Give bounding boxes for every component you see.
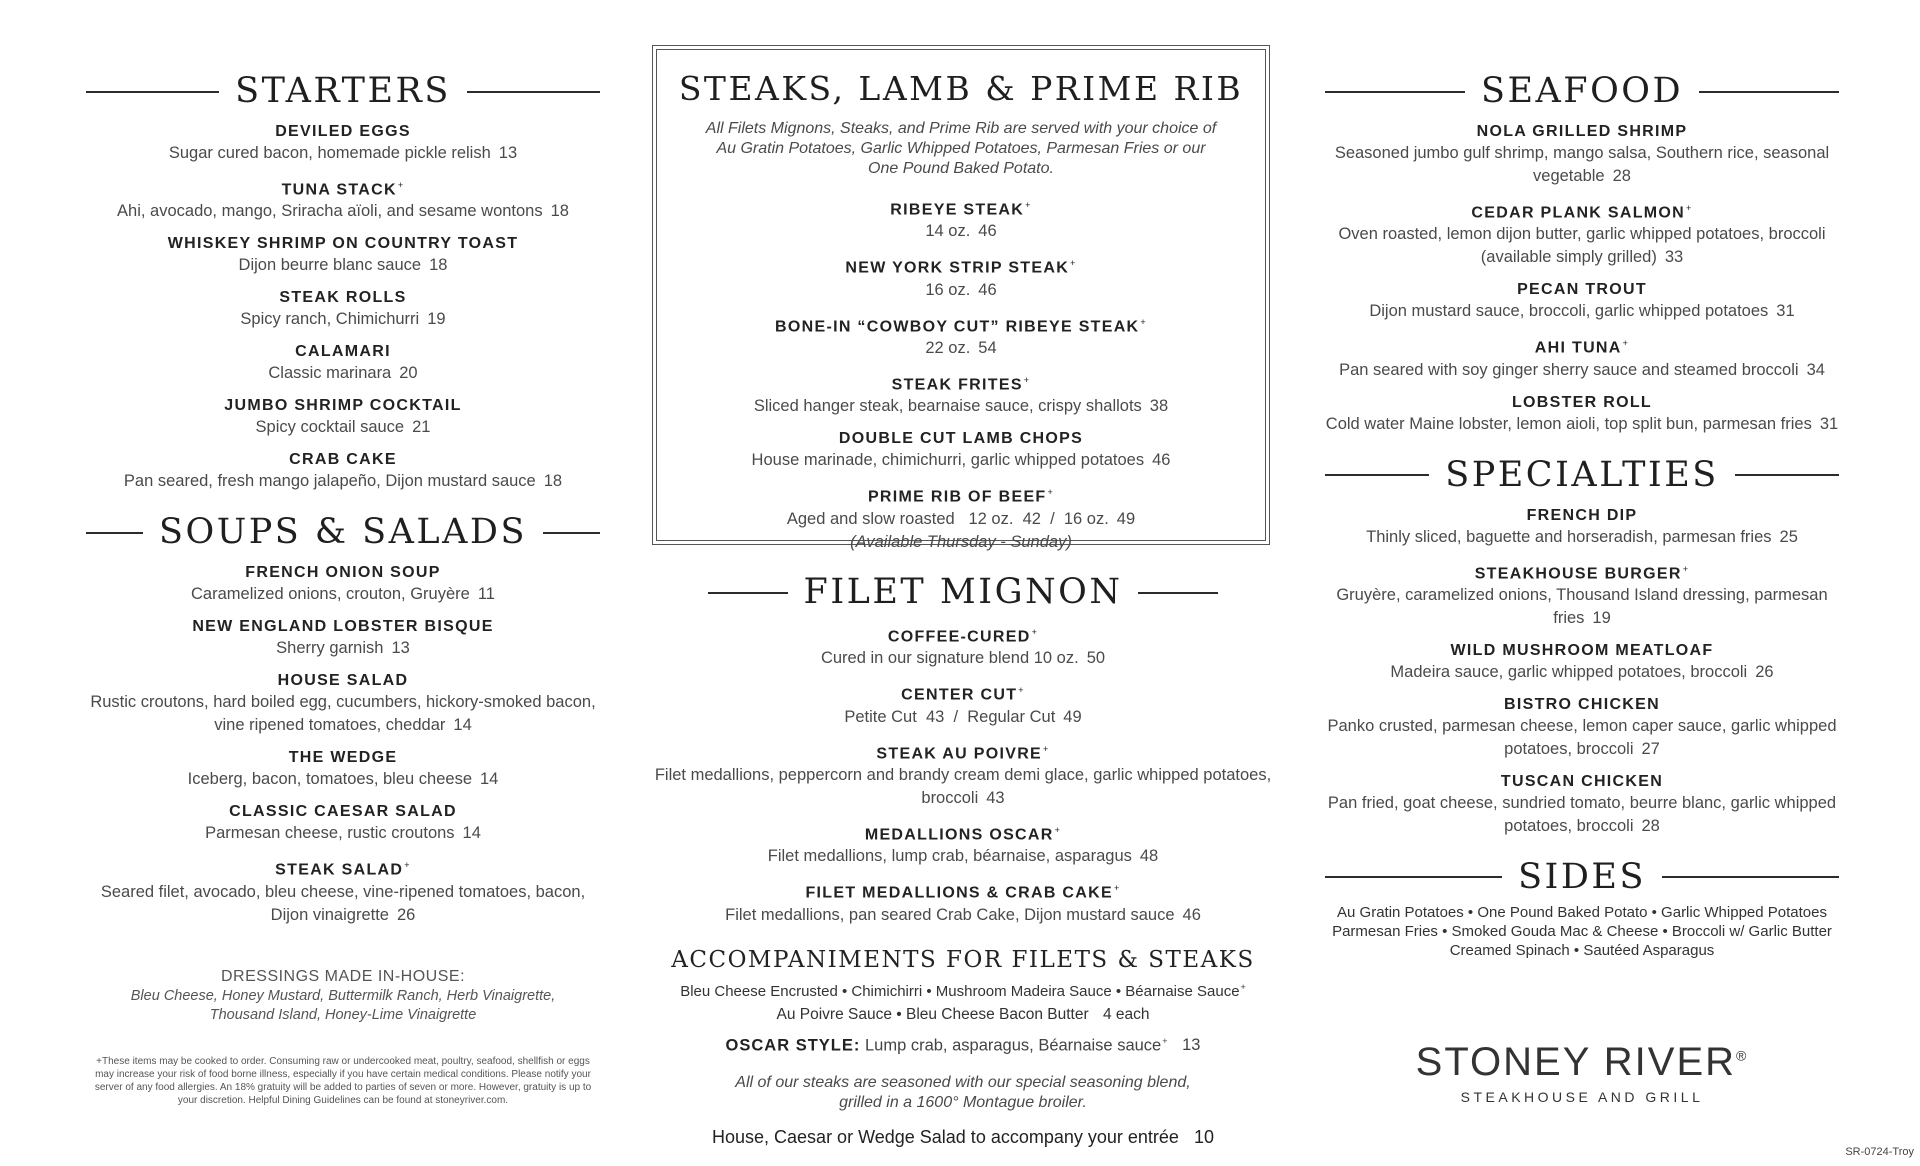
- menu-item-description: [657, 508, 1265, 531]
- header-rule: [1662, 876, 1839, 878]
- menu-item-name-text: CLASSIC CAESAR SALAD: [229, 803, 457, 821]
- menu-item-description: [1325, 142, 1839, 188]
- menu-item-desc-text: Aged and slow roasted 12 oz. 42 / 16 oz.: [786, 509, 1109, 528]
- allergy-disclaimer-block: [86, 1055, 600, 1107]
- logo-name: STONEY RIVER: [1415, 1039, 1737, 1084]
- menu-item: [1325, 392, 1839, 436]
- menu-item-name-text: NEW ENGLAND LOBSTER BISQUE: [192, 618, 494, 636]
- accompaniments-line-1: Bleu Cheese Encrusted • Chimichirri • Mushroom Madeira Sauce • Béarnaise Sauce+: [680, 981, 1246, 1000]
- menu-item-name-text: TUNA STACK: [281, 181, 397, 199]
- cooked-to-order-mark: +: [397, 180, 405, 190]
- cooked-to-order-mark: +: [1018, 685, 1025, 696]
- menu-item-name-text: CENTER CUT: [901, 686, 1018, 704]
- menu-item: [657, 482, 1265, 553]
- menu-item-name-text: HOUSE SALAD: [277, 672, 409, 690]
- restaurant-logo: [1325, 1040, 1839, 1105]
- menu-item-description: [86, 691, 600, 737]
- menu-item-desc-text: Filet medallions, peppercorn and brandy cream demi glace, garlic whipped potatoes, broccoli: [654, 765, 1276, 807]
- menu-item-name-text: FRENCH ONION SOUP: [245, 564, 441, 582]
- menu-item-price: 34: [1806, 360, 1825, 379]
- menu-item-description: [657, 220, 1265, 243]
- menu-item: [1325, 771, 1839, 838]
- menu-item-description: [86, 470, 600, 493]
- menu-item: [657, 428, 1265, 472]
- dressings-line-2: Thousand Island, Honey-Lime Vinaigrette: [209, 1006, 477, 1023]
- menu-item-name-text: THE WEDGE: [288, 749, 398, 767]
- menu-item-name-text: PRIME RIB OF BEEF: [867, 488, 1047, 506]
- menu-item-name: [1325, 640, 1839, 661]
- menu-item-desc-text: Petite Cut 43 / Regular Cut: [844, 707, 1056, 726]
- menu-item: [86, 670, 600, 737]
- menu-item: [86, 449, 600, 493]
- header-rule: [1735, 474, 1839, 476]
- menu-item-name: [1325, 198, 1839, 223]
- dressings-title: DRESSINGS MADE IN-HOUSE:: [220, 967, 466, 985]
- menu-item-name-text: COFFEE-CURED: [887, 628, 1031, 646]
- menu-item: [1325, 121, 1839, 188]
- cooked-to-order-mark: +: [1025, 200, 1032, 210]
- sides-line-2: Parmesan Fries • Smoked Gouda Mac & Cheese • Broccoli w/ Garlic Butter: [1332, 922, 1832, 940]
- menu-item-desc-text: Dijon beurre blanc sauce: [238, 256, 422, 275]
- menu-item-description: [652, 764, 1274, 810]
- menu-item-name: [86, 233, 600, 254]
- header-rule: [86, 91, 219, 93]
- menu-item-name-text: STEAK FRITES: [891, 376, 1023, 394]
- soups-list: [86, 562, 600, 926]
- menu-item-description: [1325, 715, 1842, 761]
- cooked-to-order-mark: +: [1622, 338, 1630, 349]
- menu-item-name-text: RIBEYE STEAK: [890, 201, 1025, 219]
- salad-offer-line: [652, 1127, 1274, 1148]
- oscar-style-label: OSCAR STYLE:: [725, 1036, 861, 1055]
- cooked-to-order-mark: +: [1113, 883, 1121, 894]
- menu-item-desc-text: Pan seared with soy ginger sherry sauce and steamed broccoli: [1339, 360, 1799, 379]
- soups-title: SOUPS & SALADS: [159, 512, 527, 553]
- seasoning-note: All of our steaks are seasoned with our special seasoning blend, grilled in a 1600° Montague broiler.: [735, 1074, 1191, 1112]
- sides-line-3: Creamed Spinach • Sautéed Asparagus: [1449, 941, 1715, 959]
- menu-item-desc-text: Pan seared, fresh mango jalapeño, Dijon mustard sauce: [123, 472, 536, 491]
- menu-item-desc-text: Filet medallions, pan seared Crab Cake, Dijon mustard sauce: [725, 905, 1175, 924]
- cooked-to-order-mark: +: [1023, 374, 1031, 385]
- seafood-header: [1325, 71, 1839, 111]
- menu-item-name: [657, 253, 1265, 278]
- menu-item: [1325, 694, 1842, 761]
- menu-item-description: [1325, 223, 1839, 269]
- dressings-line-1: Bleu Cheese, Honey Mustard, Buttermilk Ranch, Herb Vinaigrette,: [130, 987, 556, 1004]
- middle-column: [652, 572, 1276, 1148]
- accompaniments-line-2: [652, 1005, 1274, 1024]
- menu-item-price: 46: [978, 222, 997, 241]
- menu-item-price: 31: [1819, 414, 1839, 433]
- menu-item: [86, 747, 600, 791]
- menu-item-description: [86, 362, 600, 385]
- header-rule: [1138, 592, 1218, 594]
- specialties-title: SPECIALTIES: [1445, 454, 1719, 495]
- menu-item-name: [1325, 771, 1839, 792]
- accompaniments-title: ACCOMPANIMENTS FOR FILETS & STEAKS: [671, 946, 1255, 973]
- menu-item-description: [652, 845, 1274, 868]
- menu-item-price: 38: [1149, 397, 1169, 416]
- menu-item-name: [652, 820, 1274, 845]
- header-rule: [467, 91, 600, 93]
- menu-item: [657, 253, 1265, 301]
- right-column: [1325, 0, 1842, 1105]
- menu-item-description: [1325, 413, 1839, 436]
- registered-mark: ®: [1736, 1047, 1749, 1064]
- menu-item-price: 46: [1182, 905, 1201, 924]
- menu-item-description: [652, 647, 1274, 670]
- menu-item-name-text: LOBSTER ROLL: [1511, 393, 1653, 411]
- menu-item-description: [657, 395, 1265, 418]
- cooked-to-order-mark: +: [1140, 316, 1147, 327]
- header-rule: [1325, 91, 1465, 93]
- menu-item: [86, 562, 600, 606]
- menu-item-name-text: STEAK SALAD: [275, 861, 404, 879]
- menu-item-desc-text: Thinly sliced, baguette and horseradish, parmesan fries: [1366, 527, 1772, 546]
- dressings-block: [86, 967, 600, 1025]
- menu-item-description: [1325, 661, 1839, 684]
- menu-item-price: 14: [462, 824, 481, 843]
- steaks-box-inner: [656, 49, 1266, 551]
- menu-item: [86, 616, 600, 660]
- cooked-to-order-mark: +: [1070, 258, 1077, 269]
- menu-item-name-text: CALAMARI: [295, 343, 391, 361]
- oscar-style-line: OSCAR STYLE: Lump crab, asparagus, Béarnaise sauce+ 13: [725, 1035, 1201, 1055]
- starters-list: [86, 121, 600, 493]
- menu-item-desc-text: Sherry garnish: [276, 639, 384, 658]
- menu-item-price: 27: [1641, 739, 1660, 758]
- menu-item-name-text: PECAN TROUT: [1517, 281, 1647, 299]
- steaks-list: [657, 195, 1265, 554]
- menu-item-description: [657, 449, 1265, 472]
- menu-item-desc-text: Ahi, avocado, mango, Sriracha aïoli, and sesame wontons: [117, 202, 543, 221]
- cooked-to-order-mark: +: [1031, 627, 1039, 637]
- menu-item-name-text: WILD MUSHROOM MEATLOAF: [1450, 641, 1714, 659]
- filet-list: [652, 622, 1274, 927]
- menu-item-price: 33: [1664, 248, 1684, 267]
- menu-item-name-text: BONE-IN “COWBOY CUT” RIBEYE STEAK: [775, 317, 1140, 335]
- menu-item-name: [86, 175, 600, 200]
- menu-item-description: [657, 279, 1265, 302]
- menu-item-name: [1325, 333, 1839, 358]
- menu-item-price: 48: [1139, 847, 1159, 866]
- header-rule: [543, 532, 600, 534]
- seafood-title: SEAFOOD: [1480, 71, 1684, 111]
- menu-item-desc-text: House marinade, chimichurri, garlic whipped potatoes: [751, 451, 1145, 470]
- menu-item-price: 31: [1776, 302, 1795, 321]
- menu-item-price: 28: [1641, 816, 1660, 835]
- menu-item-description: [1325, 792, 1839, 838]
- menu-item-price: 54: [978, 338, 997, 357]
- menu-item-name-text: STEAK ROLLS: [279, 289, 407, 307]
- menu-item-price: 46: [978, 280, 997, 299]
- menu-item-price: 49: [1063, 707, 1082, 726]
- menu-item-desc-text: Panko crusted, parmesan cheese, lemon caper sauce, garlic whipped potatoes, broccoli: [1327, 716, 1842, 758]
- sides-header: [1325, 856, 1839, 897]
- menu-item-price: 18: [543, 472, 563, 491]
- menu-item-desc-text: 16 oz.: [925, 280, 971, 299]
- menu-item: [1325, 640, 1839, 684]
- menu-item-description: [652, 904, 1274, 927]
- menu-item-name: [1325, 694, 1839, 715]
- seafood-list: [1325, 121, 1839, 436]
- menu-item-name-text: JUMBO SHRIMP COCKTAIL: [224, 397, 462, 415]
- menu-item-name: [86, 121, 600, 142]
- menu-code: SR-0724-Troy: [1845, 1146, 1914, 1158]
- menu-item-name-text: MEDALLIONS OSCAR: [864, 826, 1054, 844]
- menu-item-desc-text: 22 oz.: [925, 338, 971, 357]
- salad-offer: House, Caesar or Wedge Salad to accompany your entrée: [712, 1127, 1179, 1148]
- menu-item-price: 13: [498, 144, 518, 162]
- menu-item-desc-text: Spicy ranch, Chimichurri: [240, 310, 420, 329]
- menu-item-name-text: WHISKEY SHRIMP ON COUNTRY TOAST: [167, 235, 519, 253]
- menu-item-price: 14: [453, 716, 472, 735]
- menu-item-desc-text: Parmesan cheese, rustic croutons: [205, 824, 455, 843]
- menu-item-name-text: NOLA GRILLED SHRIMP: [1476, 123, 1688, 140]
- starters-header: [86, 71, 600, 111]
- menu-item: [652, 820, 1274, 868]
- menu-item: [86, 801, 600, 845]
- menu-item-name: [652, 739, 1274, 764]
- menu-item-description: [1325, 300, 1839, 323]
- menu-item-name: [1325, 505, 1839, 526]
- menu-item-name-text: CRAB CAKE: [289, 451, 397, 469]
- menu-item-price: 50: [1086, 649, 1106, 668]
- menu-item-description: [86, 881, 600, 927]
- menu-item-desc-text: Classic marinara: [268, 364, 392, 383]
- menu-item: [657, 312, 1265, 360]
- menu-item-name: [86, 562, 600, 583]
- menu-item-description: [86, 822, 600, 845]
- allergy-disclaimer: +These items may be cooked to order. Consuming raw or undercooked meat, poultry, seafood, shellfish or eggs may increase your risk of food borne illness, especially if you have certain medical conditions. Please notify your server of any food allergies. An 18% gratuity will be added to parties of seven or more. However, gratuity is up to your discretion. Helpful Dining Guidelines can be found at stoneyriver.com.: [94, 1055, 592, 1106]
- filet-header: [708, 572, 1218, 612]
- menu-item: [86, 855, 600, 926]
- menu-item-price: 21: [412, 418, 431, 437]
- menu-item-price: 28: [1612, 167, 1631, 185]
- menu-item-name: [86, 747, 600, 768]
- menu-item: [86, 233, 600, 277]
- menu-item-name-text: NEW YORK STRIP STEAK: [845, 259, 1070, 277]
- menu-item: [1325, 279, 1839, 323]
- menu-item-desc-text: 14 oz.: [925, 222, 971, 241]
- menu-item-description: [86, 200, 600, 223]
- menu-item-name-text: AHI TUNA: [1534, 339, 1622, 357]
- menu-item-desc-text: Rustic croutons, hard boiled egg, cucumbers, hickory-smoked bacon, vine ripened tomatoes, cheddar: [90, 693, 601, 735]
- menu-item-description: [86, 254, 600, 277]
- menu-item-name: [657, 195, 1265, 220]
- menu-item: [1325, 505, 1839, 549]
- specialties-list: [1325, 505, 1842, 838]
- left-column: [86, 0, 600, 1107]
- menu-item-price: 13: [391, 639, 410, 658]
- menu-item-name: [1325, 392, 1839, 413]
- menu-item-price: 18: [429, 256, 448, 275]
- menu-item-name: [86, 616, 600, 637]
- menu-item-name: [86, 670, 600, 691]
- menu-item-desc-text: Caramelized onions, crouton, Gruyère: [191, 585, 470, 604]
- menu-item-name: [657, 482, 1265, 507]
- cooked-to-order-mark: +: [1054, 824, 1062, 835]
- menu-item-name: [86, 449, 600, 470]
- soups-header: [86, 512, 600, 553]
- menu-item-price: 20: [399, 364, 418, 383]
- menu-item-desc-text: Oven roasted, lemon dijon butter, garlic whipped potatoes, broccoli (available simply grilled): [1338, 225, 1831, 267]
- menu-item-desc-text: Madeira sauce, garlic whipped potatoes, broccoli: [1390, 662, 1748, 681]
- menu-item: [652, 739, 1274, 810]
- menu-item-name-text: STEAKHOUSE BURGER: [1474, 564, 1682, 582]
- menu-item: [1325, 333, 1839, 381]
- menu-item: [86, 395, 600, 439]
- menu-item-description: [86, 768, 600, 791]
- cooked-to-order-mark: +: [404, 860, 411, 871]
- accompaniments-line-1-text: Bleu Cheese Encrusted • Chimichirri • Mushroom Madeira Sauce • Béarnaise Sauce: [680, 982, 1240, 1000]
- menu-item-name: [652, 878, 1274, 903]
- menu-item-name: [86, 801, 600, 822]
- menu-item-note: (Available Thursday - Sunday): [850, 532, 1072, 551]
- menu-item-description: [1325, 526, 1839, 549]
- menu-item-name: [86, 395, 600, 416]
- menu-item-desc-text: Cold water Maine lobster, lemon aioli, top split bun, parmesan fries: [1325, 414, 1812, 433]
- menu-item-desc-text: Sugar cured bacon, homemade pickle relish: [168, 144, 491, 162]
- oscar-style-desc: Lump crab, asparagus, Béarnaise sauce: [864, 1036, 1162, 1055]
- menu-item-name-text: BISTRO CHICKEN: [1504, 695, 1660, 713]
- menu-item-name: [657, 312, 1265, 337]
- header-rule: [1325, 876, 1502, 878]
- menu-item: [86, 175, 600, 223]
- menu-item: [652, 622, 1274, 670]
- menu-item-name: [1325, 559, 1839, 584]
- menu-item-desc-text: Dijon mustard sauce, broccoli, garlic whipped potatoes: [1369, 302, 1769, 321]
- oscar-style-price: 13: [1182, 1036, 1201, 1055]
- menu-item-description: [652, 706, 1274, 729]
- menu-item-name-text: CEDAR PLANK SALMON: [1471, 204, 1686, 222]
- menu-item-name: [1325, 121, 1839, 142]
- cooked-to-order-mark: +: [1682, 563, 1690, 574]
- menu-item-desc-text: Gruyère, caramelized onions, Thousand Island dressing, parmesan fries: [1336, 585, 1833, 627]
- menu-item: [652, 878, 1274, 926]
- sides-line-1: Au Gratin Potatoes • One Pound Baked Potato • Garlic Whipped Potatoes: [1337, 903, 1827, 921]
- menu-item-description: [86, 142, 600, 165]
- menu-item-name: [652, 680, 1274, 705]
- menu-item-price: 26: [1755, 662, 1774, 681]
- cooked-to-order-mark: +: [1686, 203, 1693, 213]
- header-rule: [86, 532, 143, 534]
- menu-item: [86, 287, 600, 331]
- filet-title: FILET MIGNON: [803, 572, 1123, 612]
- cooked-to-order-mark: +: [1047, 487, 1055, 498]
- menu-item-desc-text: Iceberg, bacon, tomatoes, bleu cheese: [187, 770, 472, 789]
- menu-item-name-text: TUSCAN CHICKEN: [1500, 772, 1664, 790]
- header-rule: [1699, 91, 1839, 93]
- menu-item-price: 14: [480, 770, 499, 789]
- menu-item-price: 46: [1152, 451, 1171, 470]
- accompaniments-block: [652, 946, 1274, 1149]
- menu-item-name-text: DEVILED EGGS: [275, 123, 411, 140]
- menu-item: [1325, 559, 1839, 630]
- menu-item-description: [86, 416, 600, 439]
- menu-item-name: [86, 341, 600, 362]
- steaks-intro: All Filets Mignons, Steaks, and Prime Rib are served with your choice of Au Gratin Potatoes, Garlic Whipped Potatoes, Parmesan Fries or our One Pound Baked Potato.: [705, 120, 1217, 177]
- sides-title: SIDES: [1518, 856, 1646, 897]
- menu-item-desc-text: Sliced hanger steak, bearnaise sauce, crispy shallots: [753, 397, 1142, 416]
- menu-item-description: [86, 583, 600, 606]
- menu-item: [86, 341, 600, 385]
- header-rule: [708, 592, 788, 594]
- menu-item-desc-text: Filet medallions, lump crab, béarnaise, asparagus: [767, 847, 1132, 866]
- menu-item-description: [86, 308, 600, 331]
- menu-item: [1325, 198, 1839, 269]
- menu-item-price: 19: [1592, 608, 1611, 627]
- menu-item-name: [86, 855, 600, 880]
- menu-item-price: 19: [427, 310, 446, 329]
- sides-list: [1325, 903, 1839, 960]
- menu-item-name-text: DOUBLE CUT LAMB CHOPS: [838, 430, 1084, 448]
- menu-item-name-text: FILET MEDALLIONS & CRAB CAKE: [805, 884, 1113, 902]
- menu-item-name-text: STEAK AU POIVRE: [876, 744, 1043, 762]
- menu-item-desc-text: Cured in our signature blend 10 oz.: [820, 649, 1079, 668]
- menu-item-desc-text: Seasoned jumbo gulf shrimp, mango salsa, Southern rice, seasonal vegetable: [1334, 144, 1834, 185]
- salad-offer-price: 10: [1193, 1127, 1214, 1148]
- menu-item-name: [657, 428, 1265, 449]
- menu-item-name-text: FRENCH DIP: [1526, 506, 1638, 524]
- menu-item-price: 18: [550, 202, 569, 221]
- menu-item-name: [652, 622, 1274, 647]
- menu-item: [86, 121, 600, 165]
- header-rule: [1325, 474, 1429, 476]
- menu-item-price: 49: [1116, 509, 1136, 528]
- menu-item: [652, 680, 1274, 728]
- menu-item-description: [657, 337, 1265, 360]
- accompaniments-line-2-text: Au Poivre Sauce • Bleu Cheese Bacon Butter: [776, 1005, 1089, 1023]
- menu-item: [657, 370, 1265, 418]
- menu-item-price: 43: [986, 788, 1005, 807]
- menu-item-desc-text: Pan fried, goat cheese, sundried tomato, beurre blanc, garlic whipped potatoes, broccoli: [1327, 793, 1841, 835]
- menu-item-price: 25: [1779, 527, 1798, 546]
- menu-item-name: [1325, 279, 1839, 300]
- specialties-header: [1325, 454, 1839, 495]
- menu-item-description: [86, 637, 600, 660]
- menu-item-price: 11: [477, 585, 495, 604]
- logo-tagline: STEAKHOUSE AND GRILL: [1460, 1088, 1704, 1105]
- menu-item-description: [1325, 359, 1839, 382]
- cooked-to-order-mark: +: [1043, 743, 1050, 754]
- menu-item-description: [1325, 584, 1839, 630]
- logo-wordmark: [1325, 1040, 1839, 1085]
- menu-item-name: [86, 287, 600, 308]
- starters-title: STARTERS: [235, 71, 451, 111]
- steaks-title: STEAKS, LAMB & PRIME RIB: [678, 69, 1244, 108]
- steaks-box: [652, 45, 1270, 551]
- menu-item-price: 26: [396, 905, 416, 924]
- menu-item-desc-text: Spicy cocktail sauce: [255, 418, 405, 437]
- accompaniments-price: 4 each: [1102, 1005, 1150, 1023]
- menu-item-name: [657, 370, 1265, 395]
- menu-item-desc-text: Seared filet, avocado, bleu cheese, vine-ripened tomatoes, bacon, Dijon vinaigrette: [100, 882, 590, 924]
- menu-item: [657, 195, 1265, 243]
